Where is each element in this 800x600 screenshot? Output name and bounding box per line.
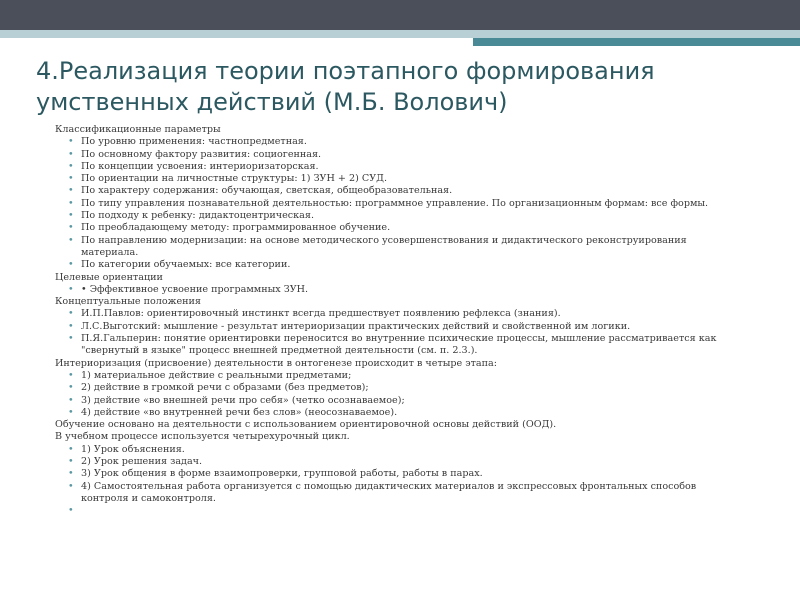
bullet-item: • По категории обучаемых: все категории.: [55, 259, 745, 271]
section-heading: Обучение основано на деятельности с использованием ориентировочной основы действий (ООД).: [55, 419, 557, 431]
bullet-item: • И.П.Павлов: ориентировочный инстинкт всегда предшествует появлению рефлекса (знания).: [55, 308, 745, 320]
bullet-item: • 4) Самостоятельная работа организуется с помощью дидактических материалов и экспрессовых фронтальных способов контроля и самоконтроля.: [55, 481, 745, 506]
section-heading: В учебном процессе используется четырехурочный цикл.: [55, 431, 350, 443]
bullet-item: • 3) действие «во внешней речи про себя» (четко осознаваемое);: [55, 395, 745, 407]
bullet-item: • По типу управления познавательной деятельностью: программное управление. По организационным формам: все формы.: [55, 198, 745, 210]
section-heading: Классификационные параметры: [55, 124, 221, 135]
bullet-item: • По подходу к ребенку: дидактоцентрическая.: [55, 210, 745, 222]
bullet-item: • 4) действие «во внутренней речи без слов» (неосознаваемое).: [55, 407, 745, 419]
top-teal-stripe: [473, 38, 800, 46]
bullet-item: • 2) Урок решения задач.: [55, 456, 745, 468]
top-light-stripe: [0, 30, 800, 38]
bullet-item: • • Эффективное усвоение программных ЗУН.: [55, 284, 745, 296]
bullet-item: • По направлению модернизации: на основе методического усовершенствования и дидактического реконструирования материала.: [55, 235, 745, 260]
bullet-item: • П.Я.Гальперин: понятие ориентировки переносится во внутренние психические процессы, мышление рассматривается как "свернутый в языке" процесс внешней предметной деятельности (см. п. 2.3.).: [55, 333, 745, 358]
bullet-item: • 1) Урок объяснения.: [55, 444, 745, 456]
bullet-item: • По ориентации на личностные структуры: 1) ЗУН + 2) СУД.: [55, 173, 745, 185]
section-heading: Интериоризация (присвоение) деятельности в онтогенезе происходит в четыре этапа:: [55, 357, 497, 369]
bullet-item: • По основному фактору развития: социогенная.: [55, 149, 745, 161]
bullet-item: • 3) Урок общения в форме взаимопроверки, групповой работы, работы в парах.: [55, 468, 745, 480]
section-heading: Концептуальные положения: [55, 296, 201, 308]
slide-body: [55, 124, 745, 518]
bullet-item: • 2) действие в громкой речи с образами (без предметов);: [55, 382, 745, 394]
bullet-item: • Л.С.Выготский: мышление - результат интериоризации практических действий и свойственной им логики.: [55, 321, 745, 333]
bullet-item: • 1) материальное действие с реальными предметами;: [55, 370, 745, 382]
bullet-item: [55, 505, 745, 517]
top-dark-band: [0, 0, 800, 30]
section-heading: Целевые ориентации: [55, 271, 163, 283]
slide-title: 4.Реализация теории поэтапного формирования умственных действий (М.Б. Волович): [36, 57, 655, 116]
bullet-item: • По характеру содержания: обучающая, светская, общеобразовательная.: [55, 185, 745, 197]
bullet-item: • По уровню применения: частнопредметная.: [55, 136, 745, 148]
bullet-item: • По концепции усвоения: интериоризаторская.: [55, 161, 745, 173]
bullet-item: • По преобладающему методу: программированное обучение.: [55, 222, 745, 234]
